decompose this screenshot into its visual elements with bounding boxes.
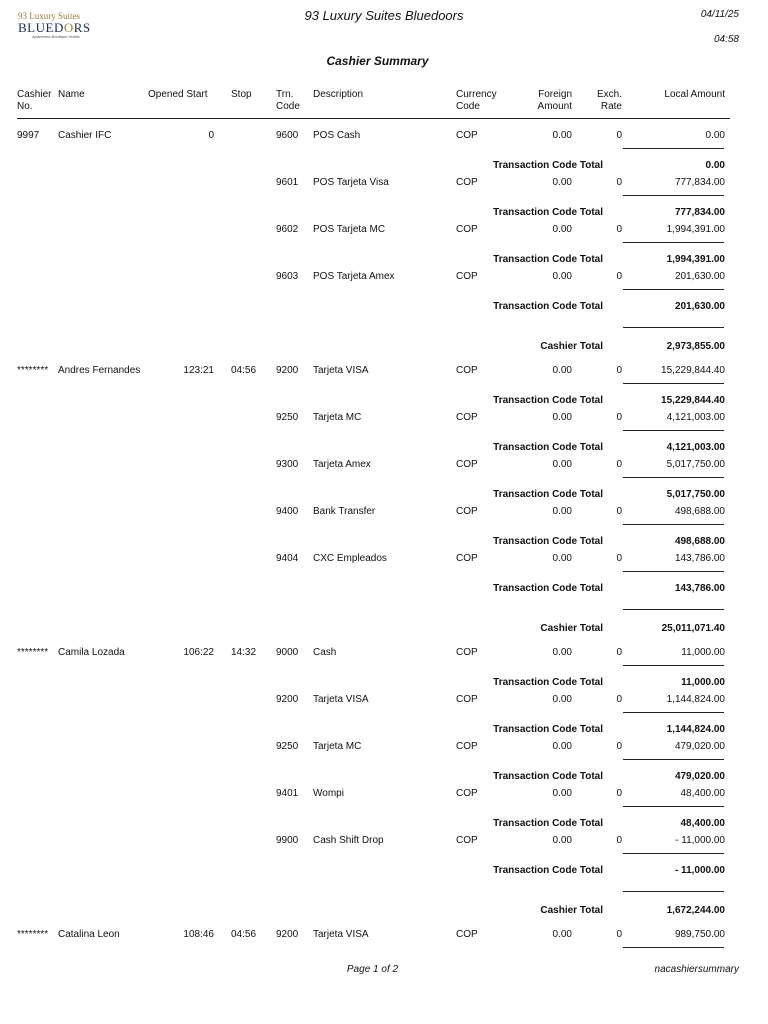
cashier-rule — [623, 609, 724, 610]
trn-rule — [623, 759, 724, 760]
cashier-stop: 14:32 — [231, 647, 257, 658]
trn-exch-rate: 0 — [616, 647, 622, 658]
trn-local-amount: 11,000.00 — [681, 647, 725, 658]
trn-currency: COP — [456, 741, 478, 752]
trn-rule — [623, 242, 724, 243]
trn-code: 9401 — [276, 788, 299, 799]
trn-currency: COP — [456, 412, 478, 423]
trn-exch-rate: 0 — [616, 788, 622, 799]
trn-exch-rate: 0 — [616, 694, 622, 705]
trn-total-value: 498,688.00 — [674, 536, 725, 547]
trn-description: Bank Transfer — [313, 506, 376, 517]
cashier-no: ******** — [17, 647, 49, 658]
trn-rule — [623, 148, 724, 149]
trn-description: Tarjeta VISA — [313, 694, 369, 705]
cashier-opened: 108:46 — [183, 929, 214, 940]
trn-code: 9000 — [276, 647, 299, 658]
trn-total-value: 1,994,391.00 — [666, 254, 725, 265]
trn-description: Tarjeta VISA — [313, 929, 369, 940]
trn-rule — [623, 806, 724, 807]
trn-local-amount: 15,229,844.40 — [661, 365, 725, 376]
trn-currency: COP — [456, 130, 478, 141]
trn-total-label: Transaction Code Total — [493, 207, 603, 218]
logo-top-text: 93 Luxury Suites — [18, 11, 80, 21]
trn-exch-rate: 0 — [616, 553, 622, 564]
trn-description: POS Tarjeta MC — [313, 224, 386, 235]
trn-exch-rate: 0 — [616, 130, 622, 141]
trn-code: 9400 — [276, 506, 299, 517]
trn-foreign-amount: 0.00 — [552, 365, 572, 376]
trn-code: 9250 — [276, 741, 299, 752]
col-name: Name — [58, 89, 85, 100]
trn-total-label: Transaction Code Total — [493, 771, 603, 782]
trn-total-label: Transaction Code Total — [493, 677, 603, 688]
cashier-opened: 123:21 — [183, 365, 214, 376]
trn-foreign-amount: 0.00 — [552, 506, 572, 517]
trn-description: POS Tarjeta Amex — [313, 271, 395, 282]
trn-exch-rate: 0 — [616, 365, 622, 376]
trn-total-label: Transaction Code Total — [493, 818, 603, 829]
cashier-total-label: Cashier Total — [540, 623, 603, 634]
trn-foreign-amount: 0.00 — [552, 929, 572, 940]
trn-total-label: Transaction Code Total — [493, 724, 603, 735]
trn-total-label: Transaction Code Total — [493, 489, 603, 500]
cashier-rule — [623, 891, 724, 892]
trn-total-value: 4,121,003.00 — [666, 442, 725, 453]
trn-local-amount: 4,121,003.00 — [666, 412, 725, 423]
trn-exch-rate: 0 — [616, 929, 622, 940]
trn-total-label: Transaction Code Total — [493, 865, 603, 876]
cashier-rule — [623, 327, 724, 328]
page-number: Page 1 of 2 — [346, 964, 399, 975]
trn-code: 9600 — [276, 130, 299, 141]
trn-currency: COP — [456, 929, 478, 940]
trn-local-amount: 1,994,391.00 — [666, 224, 725, 235]
trn-total-value: 11,000.00 — [681, 677, 725, 688]
trn-currency: COP — [456, 224, 478, 235]
logo-tagline: Apartment Boutique Hotels — [32, 34, 80, 39]
trn-description: Tarjeta VISA — [313, 365, 369, 376]
trn-local-amount: - 11,000.00 — [675, 835, 725, 846]
trn-total-label: Transaction Code Total — [493, 395, 603, 406]
trn-foreign-amount: 0.00 — [552, 788, 572, 799]
trn-currency: COP — [456, 553, 478, 564]
trn-foreign-amount: 0.00 — [552, 553, 572, 564]
trn-total-value: 0.00 — [705, 160, 725, 171]
col-local-amount: Local Amount — [664, 89, 725, 100]
trn-code: 9601 — [276, 177, 299, 188]
trn-total-value: - 11,000.00 — [674, 865, 725, 876]
trn-total-label: Transaction Code Total — [493, 160, 603, 171]
cashier-opened: 0 — [208, 130, 214, 141]
trn-total-value: 479,020.00 — [674, 771, 725, 782]
trn-currency: COP — [456, 459, 478, 470]
trn-total-value: 143,786.00 — [674, 583, 725, 594]
trn-total-label: Transaction Code Total — [493, 583, 603, 594]
cashier-name: Camila Lozada — [58, 647, 125, 658]
col-foreign-amount: Foreign Amount — [537, 89, 572, 112]
trn-foreign-amount: 0.00 — [552, 459, 572, 470]
trn-exch-rate: 0 — [616, 459, 622, 470]
cashier-stop: 04:56 — [231, 929, 257, 940]
col-trn-code: Trn. Code — [276, 89, 300, 112]
trn-currency: COP — [456, 647, 478, 658]
trn-foreign-amount: 0.00 — [552, 130, 572, 141]
trn-code: 9603 — [276, 271, 299, 282]
trn-code: 9404 — [276, 553, 299, 564]
trn-rule — [623, 665, 724, 666]
cashier-stop: 04:56 — [231, 365, 257, 376]
cashier-no: ******** — [17, 929, 49, 940]
trn-code: 9200 — [276, 929, 299, 940]
trn-code: 9900 — [276, 835, 299, 846]
trn-code: 9200 — [276, 365, 299, 376]
trn-exch-rate: 0 — [616, 224, 622, 235]
trn-exch-rate: 0 — [616, 506, 622, 517]
trn-local-amount: 143,786.00 — [674, 553, 725, 564]
trn-currency: COP — [456, 788, 478, 799]
trn-foreign-amount: 0.00 — [552, 835, 572, 846]
trn-description: Tarjeta Amex — [313, 459, 371, 470]
trn-local-amount: 1,144,824.00 — [666, 694, 725, 705]
cashier-total-label: Cashier Total — [540, 341, 603, 352]
col-stop: Stop — [231, 89, 252, 100]
trn-local-amount: 201,630.00 — [674, 271, 725, 282]
trn-rule — [623, 289, 724, 290]
trn-description: Tarjeta MC — [313, 412, 362, 423]
trn-currency: COP — [456, 694, 478, 705]
trn-total-value: 777,834.00 — [674, 207, 725, 218]
trn-rule — [623, 195, 724, 196]
trn-exch-rate: 0 — [616, 412, 622, 423]
trn-local-amount: 777,834.00 — [674, 177, 725, 188]
trn-rule — [623, 477, 724, 478]
trn-description: POS Tarjeta Visa — [313, 177, 389, 188]
trn-local-amount: 48,400.00 — [680, 788, 725, 799]
trn-currency: COP — [456, 177, 478, 188]
trn-local-amount: 498,688.00 — [674, 506, 725, 517]
trn-local-amount: 0.00 — [705, 130, 725, 141]
col-currency-code: Currency Code — [456, 89, 497, 112]
report-date: 04/11/25 — [700, 9, 739, 20]
trn-total-label: Transaction Code Total — [493, 536, 603, 547]
trn-code: 9602 — [276, 224, 299, 235]
cashier-total-value: 2,973,855.00 — [666, 341, 725, 352]
cashier-no: 9997 — [17, 130, 40, 141]
trn-description: CXC Empleados — [313, 553, 387, 564]
logo: BLUEDORS — [18, 20, 91, 35]
trn-total-label: Transaction Code Total — [493, 254, 603, 265]
trn-rule — [623, 430, 724, 431]
trn-currency: COP — [456, 835, 478, 846]
trn-local-amount: 989,750.00 — [674, 929, 725, 940]
trn-rule — [623, 947, 724, 948]
cashier-name: Andres Fernandes — [58, 365, 141, 376]
trn-description: Wompi — [313, 788, 344, 799]
trn-total-value: 48,400.00 — [680, 818, 725, 829]
trn-foreign-amount: 0.00 — [552, 412, 572, 423]
trn-exch-rate: 0 — [616, 177, 622, 188]
report-name: nacashiersummary — [654, 964, 739, 975]
col-cashier-no: Cashier No. — [17, 89, 52, 112]
trn-foreign-amount: 0.00 — [552, 224, 572, 235]
trn-exch-rate: 0 — [616, 835, 622, 846]
trn-code: 9250 — [276, 412, 299, 423]
cashier-total-value: 25,011,071.40 — [661, 623, 725, 634]
col-description: Description — [313, 89, 364, 100]
report-title: Cashier Summary — [326, 54, 429, 68]
report-time: 04:58 — [713, 34, 739, 45]
trn-exch-rate: 0 — [616, 741, 622, 752]
trn-code: 9200 — [276, 694, 299, 705]
trn-total-label: Transaction Code Total — [493, 442, 603, 453]
trn-rule — [623, 383, 724, 384]
trn-currency: COP — [456, 271, 478, 282]
trn-rule — [623, 571, 724, 572]
trn-foreign-amount: 0.00 — [552, 741, 572, 752]
trn-total-value: 1,144,824.00 — [666, 724, 725, 735]
header-divider — [17, 118, 730, 119]
trn-exch-rate: 0 — [616, 271, 622, 282]
trn-local-amount: 5,017,750.00 — [666, 459, 725, 470]
trn-total-label: Transaction Code Total — [493, 301, 603, 312]
trn-foreign-amount: 0.00 — [552, 647, 572, 658]
cashier-total-label: Cashier Total — [540, 905, 603, 916]
col-exch-rate: Exch. Rate — [596, 89, 622, 112]
cashier-name: Catalina Leon — [58, 929, 120, 940]
trn-foreign-amount: 0.00 — [552, 177, 572, 188]
trn-foreign-amount: 0.00 — [552, 271, 572, 282]
trn-description: Tarjeta MC — [313, 741, 362, 752]
cashier-name: Cashier IFC — [58, 130, 112, 141]
trn-description: Cash — [313, 647, 337, 658]
trn-total-value: 15,229,844.40 — [661, 395, 725, 406]
cashier-total-value: 1,672,244.00 — [666, 905, 725, 916]
trn-code: 9300 — [276, 459, 299, 470]
cashier-no: ******** — [17, 365, 49, 376]
trn-total-value: 201,630.00 — [674, 301, 725, 312]
trn-foreign-amount: 0.00 — [552, 694, 572, 705]
hotel-name: 93 Luxury Suites Bluedoors — [304, 8, 464, 23]
col-opened-start: Opened Start — [148, 89, 208, 100]
trn-description: Cash Shift Drop — [313, 835, 384, 846]
trn-total-value: 5,017,750.00 — [666, 489, 725, 500]
trn-rule — [623, 524, 724, 525]
cashier-opened: 106:22 — [183, 647, 214, 658]
trn-description: POS Cash — [313, 130, 361, 141]
trn-rule — [623, 853, 724, 854]
trn-currency: COP — [456, 365, 478, 376]
trn-currency: COP — [456, 506, 478, 517]
trn-local-amount: 479,020.00 — [674, 741, 725, 752]
trn-rule — [623, 712, 724, 713]
